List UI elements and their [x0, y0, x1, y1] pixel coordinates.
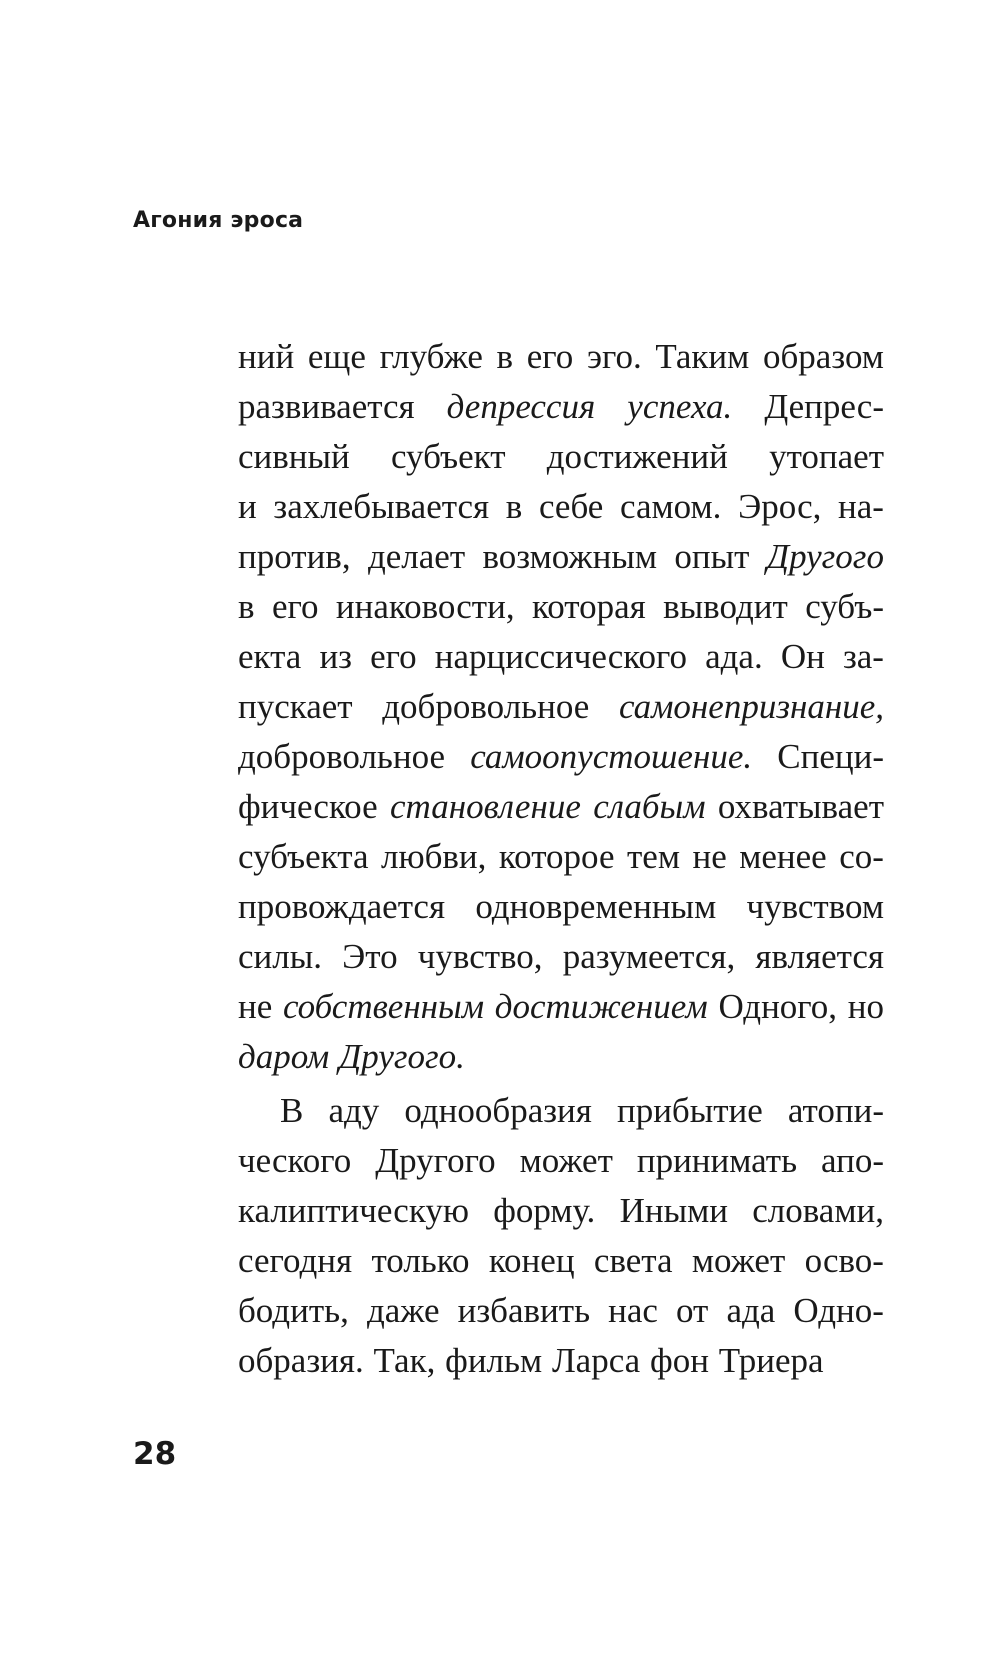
punctuation: . [456, 1037, 465, 1076]
word: делает [367, 537, 466, 576]
word: сивный [238, 437, 350, 476]
text-line [238, 1136, 884, 1186]
word: Другого [375, 1141, 496, 1180]
word: может [519, 1141, 613, 1180]
word: образом [762, 337, 884, 376]
word: екта [238, 637, 302, 676]
body-text [238, 332, 884, 1386]
italic-word: самонепризнание, [618, 687, 884, 726]
punctuation: . [743, 737, 753, 776]
word: атопи- [787, 1091, 884, 1130]
word: его [370, 637, 417, 676]
text-line [238, 332, 884, 382]
word: Триера [718, 1341, 824, 1380]
word: чувство, [417, 937, 543, 976]
italic-word: собственным [282, 987, 485, 1026]
italic-word: слабым [593, 787, 706, 826]
word: за- [842, 637, 884, 676]
word: выводит [663, 587, 788, 626]
word: Ларса [551, 1341, 641, 1380]
word: бодить, [238, 1291, 349, 1330]
text-line [238, 1236, 884, 1286]
word: принимать [636, 1141, 798, 1180]
word: Специ- [777, 737, 884, 776]
word: в [496, 337, 514, 376]
italic-word: самоопустошение. [470, 737, 753, 776]
word: возможным [482, 537, 657, 576]
punctuation: , [875, 687, 884, 726]
word: субъект [390, 437, 506, 476]
punctuation: . [723, 387, 733, 426]
word: инаковости, [335, 587, 515, 626]
word: развивается [238, 387, 415, 426]
word: фон [650, 1341, 709, 1380]
text-line [238, 582, 884, 632]
word: света [593, 1241, 673, 1280]
word: менее [739, 837, 827, 876]
italic-word: Другого. [339, 1037, 465, 1076]
text-line [238, 632, 884, 682]
word: Таким [655, 337, 750, 376]
text-line [238, 1086, 884, 1136]
word: ада [726, 1291, 776, 1330]
word: избавить [457, 1291, 591, 1330]
italic-word: становление [390, 787, 581, 826]
word: опыт [674, 537, 750, 576]
text-line [238, 882, 884, 932]
word: сегодня [238, 1241, 353, 1280]
word: нас [608, 1291, 658, 1330]
word: В [280, 1091, 304, 1130]
text-line [238, 482, 884, 532]
italic-word: успеха. [627, 387, 733, 426]
text-line [238, 382, 884, 432]
word: достижений [546, 437, 728, 476]
italic-word: Другого [766, 537, 884, 576]
word: даже [366, 1291, 440, 1330]
word: Одно- [793, 1291, 884, 1330]
word: добровольное [238, 737, 446, 776]
word: его [526, 337, 574, 376]
text-line [238, 832, 884, 882]
word: любви, [380, 837, 487, 876]
word: не [692, 837, 727, 876]
word: пускает [238, 687, 353, 726]
word: является [755, 937, 884, 976]
text-line [238, 432, 884, 482]
word: Так, [373, 1341, 436, 1380]
word: фическое [238, 787, 378, 826]
word: добровольное [382, 687, 590, 726]
text-line [238, 932, 884, 982]
word: и [238, 487, 257, 526]
word: нарциссического [434, 637, 687, 676]
word: силы. [238, 937, 322, 976]
word: Депрес- [764, 387, 884, 426]
text-line [238, 782, 884, 832]
word: образия. [238, 1341, 364, 1380]
word: Эрос, [738, 487, 822, 526]
word: эго. [586, 337, 642, 376]
word: захлебывается [273, 487, 490, 526]
word: апо- [821, 1141, 884, 1180]
word: которое [498, 837, 615, 876]
text-line [238, 1186, 884, 1236]
word: чувством [746, 887, 884, 926]
word: в [505, 487, 523, 526]
word: еще [307, 337, 366, 376]
word: конец [488, 1241, 575, 1280]
word: Это [342, 937, 398, 976]
text-line [238, 1286, 884, 1336]
word: тем [626, 837, 680, 876]
word: глубже [379, 337, 483, 376]
text-line [238, 1336, 884, 1386]
word: субъ- [805, 587, 884, 626]
word: Иными [619, 1191, 728, 1230]
word: которая [531, 587, 646, 626]
word: прибытие [616, 1091, 763, 1130]
word: но [847, 987, 884, 1026]
word: фильм [445, 1341, 543, 1380]
word: субъекта [238, 837, 369, 876]
word: в [238, 587, 255, 626]
word: одновременным [475, 887, 717, 926]
word: себе [538, 487, 604, 526]
running-title: Агония эроса [133, 208, 304, 233]
word: может [691, 1241, 786, 1280]
word: против, [238, 537, 351, 576]
word: самом. [620, 487, 722, 526]
word: только [371, 1241, 470, 1280]
word: охватывает [717, 787, 884, 826]
word: ада. [705, 637, 763, 676]
word: ний [238, 337, 295, 376]
word: со- [839, 837, 884, 876]
paragraph [238, 332, 884, 1082]
text-line [238, 982, 884, 1032]
word: форму. [493, 1191, 596, 1230]
word: утопает [769, 437, 884, 476]
italic-word: даром [238, 1037, 330, 1076]
word: Одного, [718, 987, 838, 1026]
word: провождается [238, 887, 446, 926]
text-line [238, 732, 884, 782]
italic-word: достижением [494, 987, 708, 1026]
word: разумеется, [562, 937, 736, 976]
word: ческого [238, 1141, 352, 1180]
paragraph [238, 1086, 884, 1386]
word: не [238, 987, 273, 1026]
word: из [319, 637, 352, 676]
italic-word: депрессия [446, 387, 596, 426]
word: его [271, 587, 319, 626]
word: осво- [804, 1241, 884, 1280]
word: аду [328, 1091, 380, 1130]
word: однообразия [404, 1091, 592, 1130]
text-line [238, 1032, 884, 1082]
word: на- [838, 487, 884, 526]
text-line [238, 532, 884, 582]
word: Он [780, 637, 825, 676]
word: калиптическую [238, 1191, 469, 1230]
text-line [238, 682, 884, 732]
page-number: 28 [133, 1436, 177, 1472]
word: от [676, 1291, 709, 1330]
word: словами, [752, 1191, 884, 1230]
